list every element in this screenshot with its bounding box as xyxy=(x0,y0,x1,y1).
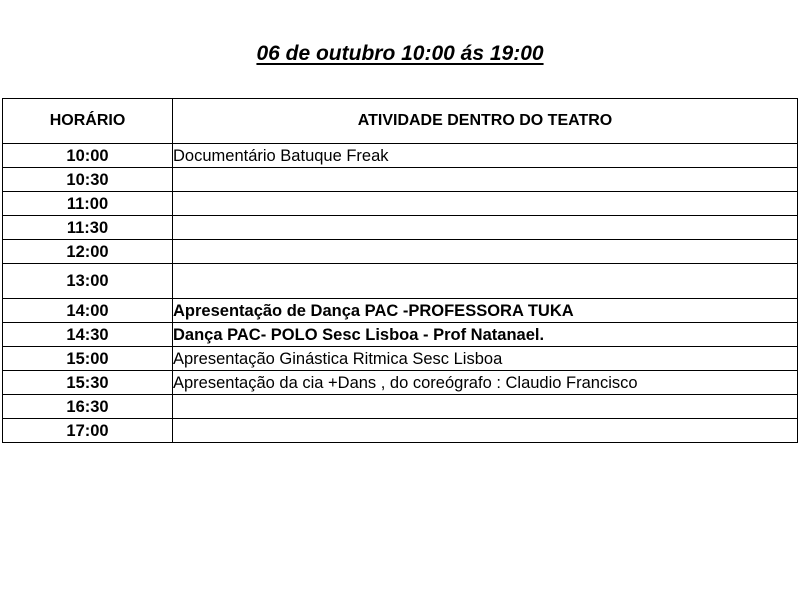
table-row xyxy=(3,299,798,323)
time-cell: 16:30 xyxy=(3,395,173,419)
time-cell: 12:00 xyxy=(3,240,173,264)
activity-cell: Dança PAC- POLO Sesc Lisboa - Prof Natanael. xyxy=(173,323,798,347)
time-cell: 11:30 xyxy=(3,216,173,240)
activity-cell xyxy=(173,264,798,299)
header-time: HORÁRIO xyxy=(3,99,173,144)
table-row xyxy=(3,419,798,443)
activity-cell: Documentário Batuque Freak xyxy=(173,144,798,168)
table-row xyxy=(3,192,798,216)
page-title: 06 de outubro 10:00 ás 19:00 xyxy=(256,42,544,65)
table-row xyxy=(3,144,798,168)
table-row xyxy=(3,216,798,240)
table-row xyxy=(3,395,798,419)
activity-cell xyxy=(173,216,798,240)
table-row xyxy=(3,264,798,299)
time-cell: 11:00 xyxy=(3,192,173,216)
time-cell: 15:00 xyxy=(3,347,173,371)
table-row xyxy=(3,371,798,395)
time-cell: 17:00 xyxy=(3,419,173,443)
activity-cell xyxy=(173,240,798,264)
time-cell: 14:00 xyxy=(3,299,173,323)
activity-cell xyxy=(173,419,798,443)
time-cell: 10:30 xyxy=(3,168,173,192)
header-activity: ATIVIDADE DENTRO DO TEATRO xyxy=(173,99,798,144)
activity-cell xyxy=(173,168,798,192)
time-cell: 10:00 xyxy=(3,144,173,168)
activity-cell: Apresentação de Dança PAC -PROFESSORA TUKA xyxy=(173,299,798,323)
activity-cell xyxy=(173,395,798,419)
table-row xyxy=(3,168,798,192)
time-cell: 15:30 xyxy=(3,371,173,395)
activity-cell: Apresentação da cia +Dans , do coreógrafo : Claudio Francisco xyxy=(173,371,798,395)
activity-cell: Apresentação Ginástica Ritmica Sesc Lisboa xyxy=(173,347,798,371)
table-header-row xyxy=(3,99,798,144)
schedule-table xyxy=(2,98,798,443)
time-cell: 13:00 xyxy=(3,264,173,299)
table-row xyxy=(3,240,798,264)
activity-cell xyxy=(173,192,798,216)
time-cell: 14:30 xyxy=(3,323,173,347)
table-row xyxy=(3,323,798,347)
table-row xyxy=(3,347,798,371)
